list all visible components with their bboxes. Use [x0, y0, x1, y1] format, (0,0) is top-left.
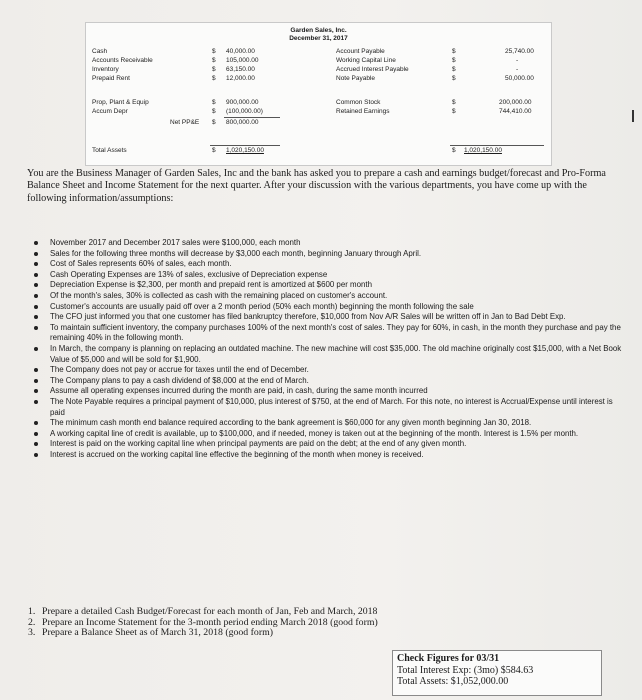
bullet-icon	[34, 283, 38, 287]
liability-value: -	[516, 57, 519, 64]
check-figures-box	[392, 650, 602, 696]
bullet-icon	[34, 252, 38, 256]
liability-label: Account Payable	[336, 48, 385, 55]
task-item: 1. Prepare a detailed Cash Budget/Forecast for each month of Jan, Feb and March, 2018	[28, 606, 378, 617]
list-item: The Company plans to pay a cash dividend of $8,000 at the end of March.	[18, 376, 628, 387]
liability-currency: $	[452, 48, 456, 55]
task-item: 2. Prepare an Income Statement for the 3-month period ending March 2018 (good form)	[28, 616, 378, 628]
equity-label: Retained Earnings	[336, 108, 390, 115]
total-assets-label: Total Assets	[92, 147, 127, 154]
total-rule	[450, 145, 544, 146]
total-liab-equity-value: 1,020,150.00	[464, 147, 502, 154]
asset-value: 105,000.00	[226, 57, 259, 64]
balance-sheet-title: Garden Sales, Inc.	[290, 27, 347, 34]
balance-sheet-table	[85, 22, 552, 166]
list-item: Assume all operating expenses incurred during the month are paid, in cash, during the same month incurred	[18, 386, 628, 397]
total-assets-value: 1,020,150.00	[226, 147, 264, 154]
bullet-icon	[34, 241, 38, 245]
asset-label: Inventory	[92, 66, 119, 73]
asset-currency: $	[212, 57, 216, 64]
margin-mark	[632, 110, 634, 122]
liability-value: -	[516, 66, 519, 73]
fixed-asset-currency: $	[212, 108, 216, 115]
task-list	[28, 607, 488, 639]
asset-currency: $	[212, 48, 216, 55]
net-ppe-value: 800,000.00	[226, 119, 259, 126]
asset-label: Prepaid Rent	[92, 75, 130, 82]
list-item: Interest is paid on the working capital line when principal payments are paid on the debt; at the end of any given month.	[18, 439, 628, 450]
liability-currency: $	[452, 57, 456, 64]
bullet-icon	[34, 379, 38, 383]
list-item: Customer's accounts are usually paid off over a 2 month period (50% each month) beginning the month following the sale	[18, 302, 628, 313]
list-item: Cash Operating Expenses are 13% of sales, exclusive of Depreciation expense	[18, 270, 628, 281]
asset-value: 63,150.00	[226, 66, 255, 73]
list-item: In March, the company is planning on replacing an outdated machine. The new machine will cost $35,000. The old machine originally cost $15,000, with a Net Book Value of $5,000 and will be sold for $1,900.	[18, 344, 628, 365]
task-item: 3. Prepare a Balance Sheet as of March 31, 2018 (good form)	[28, 627, 273, 639]
bullet-icon	[34, 400, 38, 404]
bullet-icon	[34, 294, 38, 298]
total-liab-equity-currency: $	[452, 147, 456, 154]
bullet-icon	[34, 273, 38, 277]
fixed-asset-value: (100,000.00)	[226, 108, 263, 115]
bullet-icon	[34, 421, 38, 425]
assumptions-list	[18, 238, 628, 460]
list-item: The Company does not pay or accrue for taxes until the end of December.	[18, 365, 628, 376]
list-item: To maintain sufficient inventory, the company purchases 100% of the next month's cost of sales. They pay for 60%, in cash, in the month they purchase and pay the remaining 40% in the following month.	[18, 323, 628, 344]
list-item: The CFO just informed you that one customer has filed bankruptcy therefore, $10,000 from Nov A/R Sales will be written off in Jan to Bad Debt Exp.	[18, 312, 628, 323]
equity-currency: $	[452, 99, 456, 106]
list-item: Depreciation Expense is $2,300, per month and prepaid rent is amortized at $600 per month	[18, 280, 628, 291]
balance-sheet-date: December 31, 2017	[289, 35, 348, 42]
liability-label: Working Capital Line	[336, 57, 396, 64]
list-item: Interest is accrued on the working capital line effective the beginning of the month when money is received.	[18, 450, 628, 461]
asset-value: 40,000.00	[226, 48, 255, 55]
bullet-icon	[34, 368, 38, 372]
fixed-asset-value: 900,000.00	[226, 99, 259, 106]
bullet-icon	[34, 347, 38, 351]
list-item: The minimum cash month end balance required according to the bank agreement is $60,000 for any given month beginning Jan 30, 2018.	[18, 418, 628, 429]
liability-label: Accrued Interest Payable	[336, 66, 409, 73]
asset-currency: $	[212, 66, 216, 73]
fixed-asset-currency: $	[212, 99, 216, 106]
bullet-icon	[34, 453, 38, 457]
liability-label: Note Payable	[336, 75, 376, 82]
check-figure-interest: Total Interest Exp: (3mo) $584.63	[397, 664, 534, 676]
fixed-asset-label: Accum Depr	[92, 108, 128, 115]
subtotal-rule	[224, 117, 280, 118]
bullet-icon	[34, 262, 38, 266]
equity-value: 200,000.00	[499, 99, 532, 106]
check-figures-heading: Check Figures for 03/31	[397, 653, 500, 664]
equity-currency: $	[452, 108, 456, 115]
bullet-icon	[34, 432, 38, 436]
net-ppe-label: Net PP&E	[170, 119, 200, 126]
liability-value: 25,740.00	[505, 48, 534, 55]
asset-label: Accounts Receivable	[92, 57, 153, 64]
bullet-icon	[34, 315, 38, 319]
bullet-icon	[34, 326, 38, 330]
list-item: Cost of Sales represents 60% of sales, each month.	[18, 259, 628, 270]
equity-value: 744,410.00	[499, 108, 532, 115]
asset-label: Cash	[92, 48, 108, 55]
list-item: The Note Payable requires a principal payment of $10,000, plus interest of $750, at the end of March. For this note, no interest is Accrual/Expense until interest is paid	[18, 397, 628, 418]
net-ppe-currency: $	[212, 119, 216, 126]
check-figure-assets: Total Assets: $1,052,000.00	[397, 676, 509, 687]
list-item: November 2017 and December 2017 sales were $100,000, each month	[18, 238, 628, 249]
liability-currency: $	[452, 66, 456, 73]
bullet-icon	[34, 389, 38, 393]
list-item: A working capital line of credit is available, up to $100,000, and if needed, money is taken out at the beginning of the month. Interest is 1.5% per month.	[18, 429, 628, 440]
intro-paragraph: You are the Business Manager of Garden Sales, Inc and the bank has asked you to prepare a cash and earnings budget/forecast and Pro-Forma Balance Sheet and Income Statement for the next quarter. After your discussion with the various departments, you have come up with the following information/assumptions:	[27, 168, 606, 204]
list-item: Sales for the following three months will decrease by $3,000 each month, beginning January through April.	[18, 249, 628, 260]
fixed-asset-label: Prop, Plant & Equip	[92, 99, 149, 106]
bullet-icon	[34, 442, 38, 446]
total-rule	[210, 145, 280, 146]
liability-value: 50,000.00	[505, 75, 534, 82]
bullet-icon	[34, 305, 38, 309]
asset-currency: $	[212, 75, 216, 82]
liability-currency: $	[452, 75, 456, 82]
total-assets-currency: $	[212, 147, 216, 154]
list-item: Of the month's sales, 30% is collected as cash with the remaining placed on customer's account.	[18, 291, 628, 302]
asset-value: 12,000.00	[226, 75, 255, 82]
equity-label: Common Stock	[336, 99, 381, 106]
